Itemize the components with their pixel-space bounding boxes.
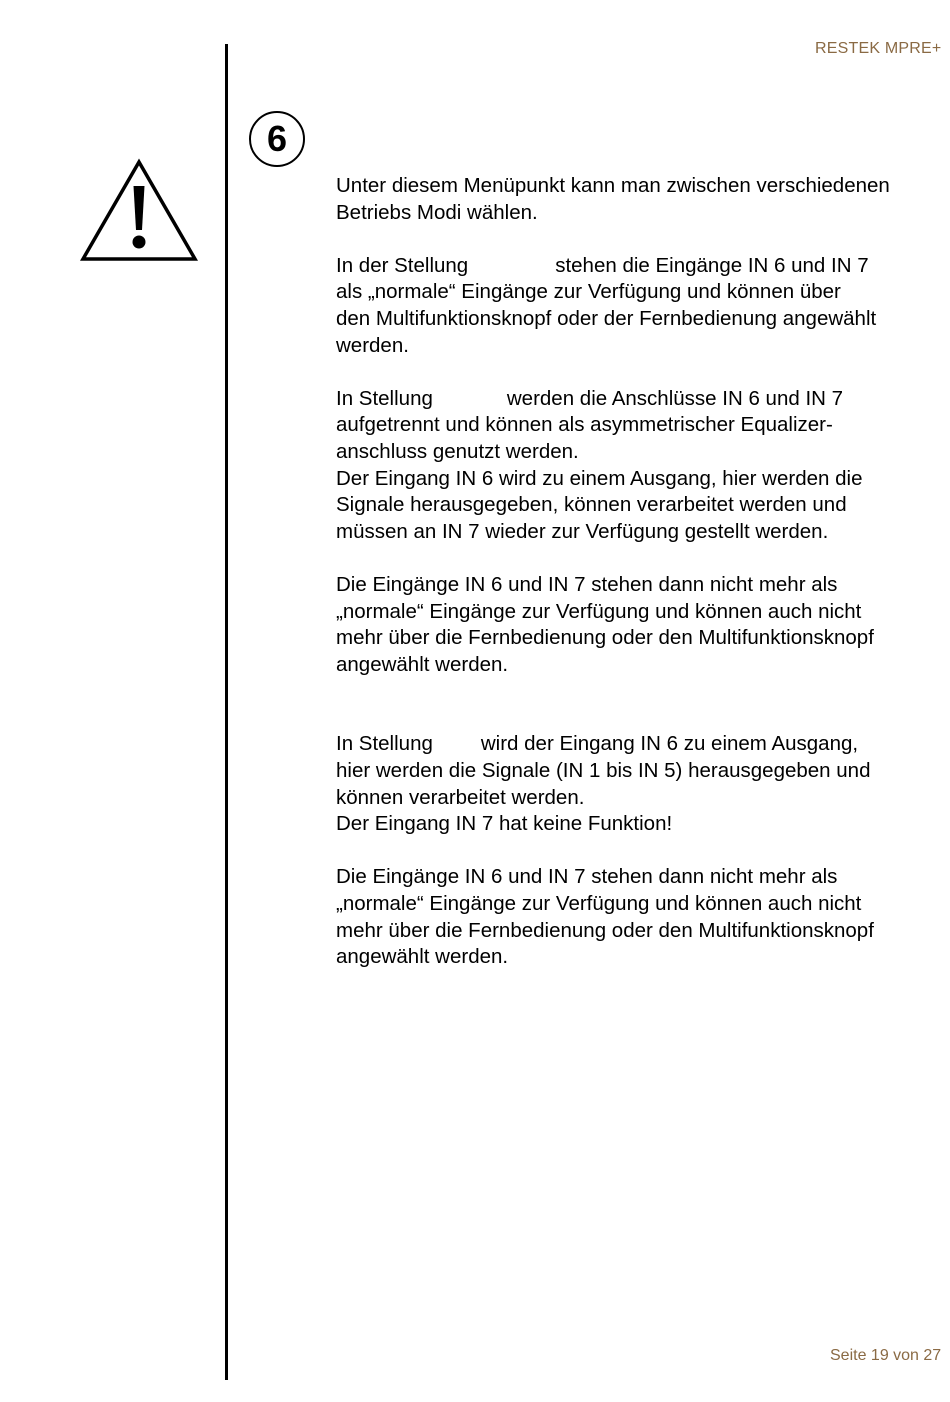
spacer [336,545,950,572]
mode3-tail: wird der Eingang IN 6 zu einem Ausgang, [480,732,859,756]
mode3-line: können verarbeitet werden. [336,785,585,809]
mode2-line: Der Eingang IN 6 wird zu einem Ausgang, hier werden die [336,466,863,490]
mode1-line: als „normale“ Eingänge zur Verfügung und können über [336,280,841,304]
mode3-first-line [336,731,950,758]
document-header: RESTEK MPRE+ [815,40,942,57]
mode1-line: den Multifunktionsknopf oder der Fernbedienung angewählt [336,306,877,330]
mode1-lead: In der Stellung [336,253,469,277]
mode3-line: Der Eingang IN 7 hat keine Funktion! [336,812,673,836]
mode2-note-line: „normale“ Eingänge zur Verfügung und können auch nicht [336,599,862,623]
step-number-badge [249,111,305,167]
warning-triangle-icon [80,158,198,262]
mode2-note-line: angewählt werden. [336,652,509,676]
margin-rule [225,44,228,1380]
mode2-note-line: mehr über die Fernbedienung oder den Multifunktionsknopf [336,626,874,650]
mode1-first-line [336,253,950,280]
page-number: Seite 19 von 27 [830,1347,942,1364]
spacer [336,838,950,865]
intro-line-1: Unter diesem Menüpunkt kann man zwischen verschiedenen [336,174,890,197]
mode3-lead: In Stellung [336,732,433,756]
mode3-note-line: mehr über die Fernbedienung oder den Multifunktionsknopf [336,918,874,942]
mode3-note-line: angewählt werden. [336,945,509,969]
mode2-lead: In Stellung [336,386,433,410]
mode3-line: hier werden die Signale (IN 1 bis IN 5) herausgegeben und [336,759,871,783]
mode2-first-line [336,386,950,413]
mode2-line: aufgetrennt und können als asymmetrischer Equalizer- [336,413,833,437]
spacer [336,678,950,731]
spacer [336,359,950,386]
mode2-line: Signale herausgegeben, können verarbeitet werden und [336,493,847,517]
mode3-note-line: Die Eingänge IN 6 und IN 7 stehen dann nicht mehr als [336,865,838,889]
mode1-line: werden. [336,333,409,357]
step-number: 6 [266,118,288,159]
mode1-tail: stehen die Eingänge IN 6 und IN 7 [555,253,869,277]
mode3-note-line: „normale“ Eingänge zur Verfügung und können auch nicht [336,892,862,916]
intro-line-2: Betriebs Modi wählen. [336,200,538,224]
mode2-tail: werden die Anschlüsse IN 6 und IN 7 [506,386,844,410]
spacer [336,226,950,253]
mode2-note-line: Die Eingänge IN 6 und IN 7 stehen dann nicht mehr als [336,572,838,596]
mode2-line: müssen an IN 7 wieder zur Verfügung gestellt werden. [336,519,829,543]
mode2-line: anschluss genutzt werden. [336,439,579,463]
document-body [336,173,950,971]
